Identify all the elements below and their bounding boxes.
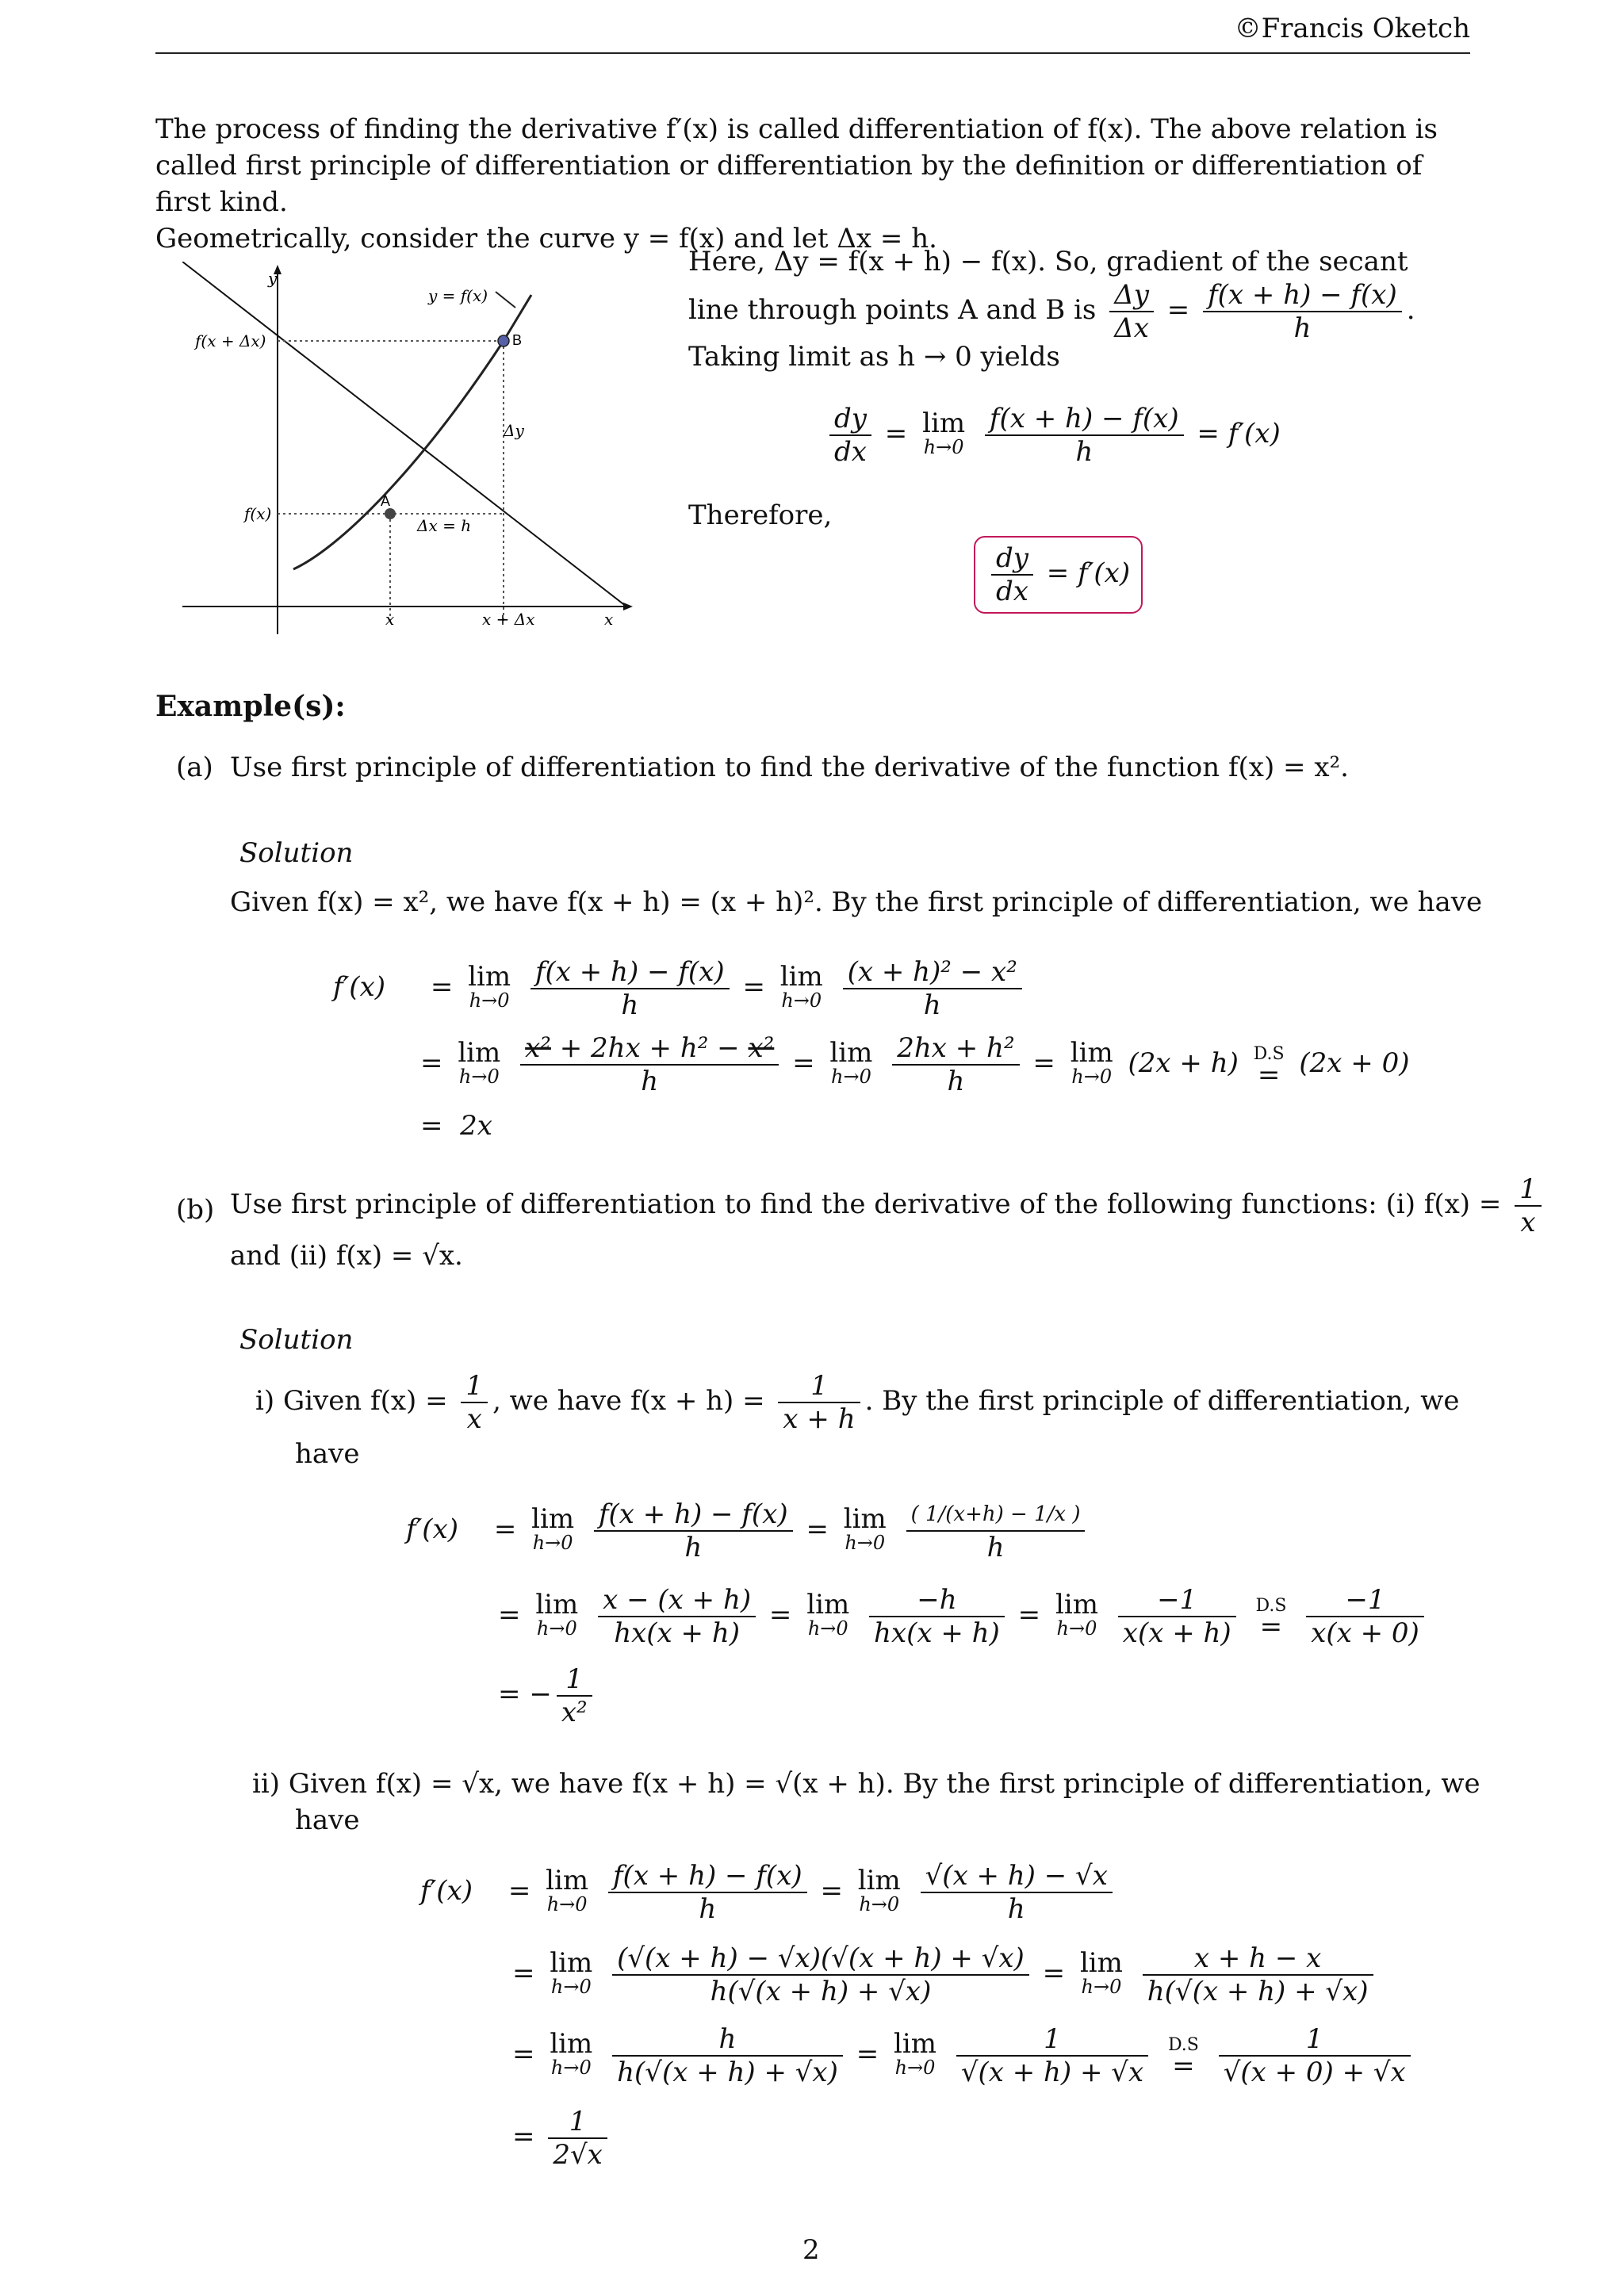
fx-label: f(x) [244,504,272,523]
point-b-label: B [512,332,523,348]
solution-b-label: Solution [239,1324,354,1356]
bii-derivation-row-4: = $\frac{1}{2√x}$ [512,2106,612,2171]
intro-paragraph [155,111,1472,257]
point-a [385,508,396,519]
example-b-text: Use first principle of differentiation to find the derivative of the following functions: (i) f(x) = $\frac{1}{x}$ [230,1173,1546,1238]
solution-a-label: Solution [239,837,354,869]
example-a-label: (a) [176,752,213,783]
dy-label: Δy [504,421,524,440]
example-b-text-1: Use first principle of differentiation to find the derivative of the following functions: (i) f(x) = [230,1188,1502,1220]
x-axis-label: x [604,610,614,629]
curve-label: y = f(x) [428,286,488,305]
example-b-text-2: and (ii) f(x) = √x. [230,1240,463,1272]
a-derivation-row-2: = lim h→0 $\frac{\text{x² + 2hx + h² − x²}}{h}$ = lim h→0 $\frac{\text{2hx + h²}}{h}$ = lim h→0 (2x + h) D.S = (2x + 0) [420,1032,1410,1097]
gradient-fraction: $\frac{\Delta y}{\Delta x}$ [1109,279,1154,344]
bi-derivation-row-2: = lim h→0 $\frac{x - (x + h)}{hx(x + h)}$ = lim h→0 $\frac{-h}{hx(x + h)}$ = lim h→0 $\frac{-1}{x(x + h)}$ D.S = $\frac{-1}{x(x + 0)}$ [498,1584,1429,1649]
example-a-given: Given f(x) = x², we have f(x + h) = (x + h)². By the first principle of differentiation, we have [230,886,1483,918]
a-derivation-row-1: f′(x) = lim h→0 $\frac{f(x + h) - f(x)}{h}$ = lim h→0 $\frac{\text{(x + h)² − x²}}{h}$ [333,956,1027,1021]
header-rule [155,52,1470,54]
bi-derivation-row-3: = − $\frac{1}{\text{x²}}$ [498,1663,597,1728]
gradient-difference-quotient: $\frac{f(x + h) - f(x)}{h}$ [1203,279,1402,344]
example-a-text: Use first principle of differentiation to find the derivative of the function f(x) = x². [230,752,1349,783]
bii-derivation-row-3: = lim h→0 $\frac{h}{h(√(x + h) + √x)}$ = lim h→0 $\frac{1}{√(x + h) + √x}$ D.S = $\frac{1}{√(x + 0) + √x}$ [512,2023,1415,2088]
intro-line-3: Geometrically, consider the curve y = f(x) and let Δx = h. [155,223,937,254]
copyright-header: ©Francis Oketch [1234,13,1470,44]
tick-xdx-label: x + Δx [482,610,535,629]
intro-line-1: The process of finding the derivative f′(x) is called differentiation of f(x). The above relation is [155,113,1438,145]
right-line-1: Here, Δy = f(x + h) − f(x). So, gradient of the secant [688,246,1408,277]
tick-x-label: x [385,610,395,629]
x-axis-arrow [623,603,633,610]
curve [293,295,531,569]
intro-line-2: called first principle of differentiation or differentiation by the definition or differentiation of first kind. [155,150,1423,218]
examples-heading: Example(s): [155,690,346,723]
dx-label: Δx = h [417,516,472,535]
bii-derivation-row-2: = lim h→0 $\frac{(√(x + h) - √x)(√(x + h) + √x)}{h(√(x + h) + √x)}$ = lim h→0 $\frac{x + h - x}{h(√(x + h) + √x)}$ [512,1942,1378,2007]
bi-have: have [295,1438,360,1470]
secant-figure [182,262,642,642]
right-line-2-text: line through points A and B is [688,294,1097,326]
x-axis [182,262,626,607]
point-b [498,335,509,346]
bii-derivation-row-1: f′(x) = lim h→0 $\frac{f(x + h) - f(x)}{h}$ = lim h→0 $\frac{√(x + h) - √x}{h}$ [420,1860,1117,1925]
bii-have: have [295,1804,360,1836]
right-line-3: Taking limit as h → 0 yields [688,341,1060,373]
page-number: 2 [802,2234,820,2266]
y-axis-label: y [268,269,278,288]
right-line-2: line through points A and B is $\frac{\Delta y}{\Delta x}$ = $\frac{f(x + h) - f(x)}{h}$ . [688,279,1415,344]
example-b-label: (b) [176,1194,215,1226]
fxdx-label: f(x + Δx) [195,331,266,350]
curve-label-pointer [496,292,515,308]
point-a-label: A [381,493,391,509]
therefore-text: Therefore, [688,499,833,531]
bi-given: i) Given f(x) = $\frac{1}{x}$ , we have f(x + h) = $\frac{1}{x + h}$ . By the first principle of differentiation, we [255,1370,1460,1435]
bi-derivation-row-1: f′(x) = lim h→0 $\frac{f(x + h) - f(x)}{h}$ = lim h→0 $\frac{( 1/(x+h) - 1/x )}{h}$ [406,1498,1090,1563]
derivative-definition-equation: $\frac{dy}{dx}$ = lim h→0 $\frac{f(x + h) - f(x)}{h}$ = f′(x) [825,403,1281,468]
a-derivation-row-3: = 2x [420,1110,492,1142]
boxed-result: $\frac{dy}{dx}$ = f′(x) [974,536,1143,614]
bii-given: ii) Given f(x) = √x, we have f(x + h) = √(x + h). By the first principle of differentiation, we [252,1768,1480,1800]
